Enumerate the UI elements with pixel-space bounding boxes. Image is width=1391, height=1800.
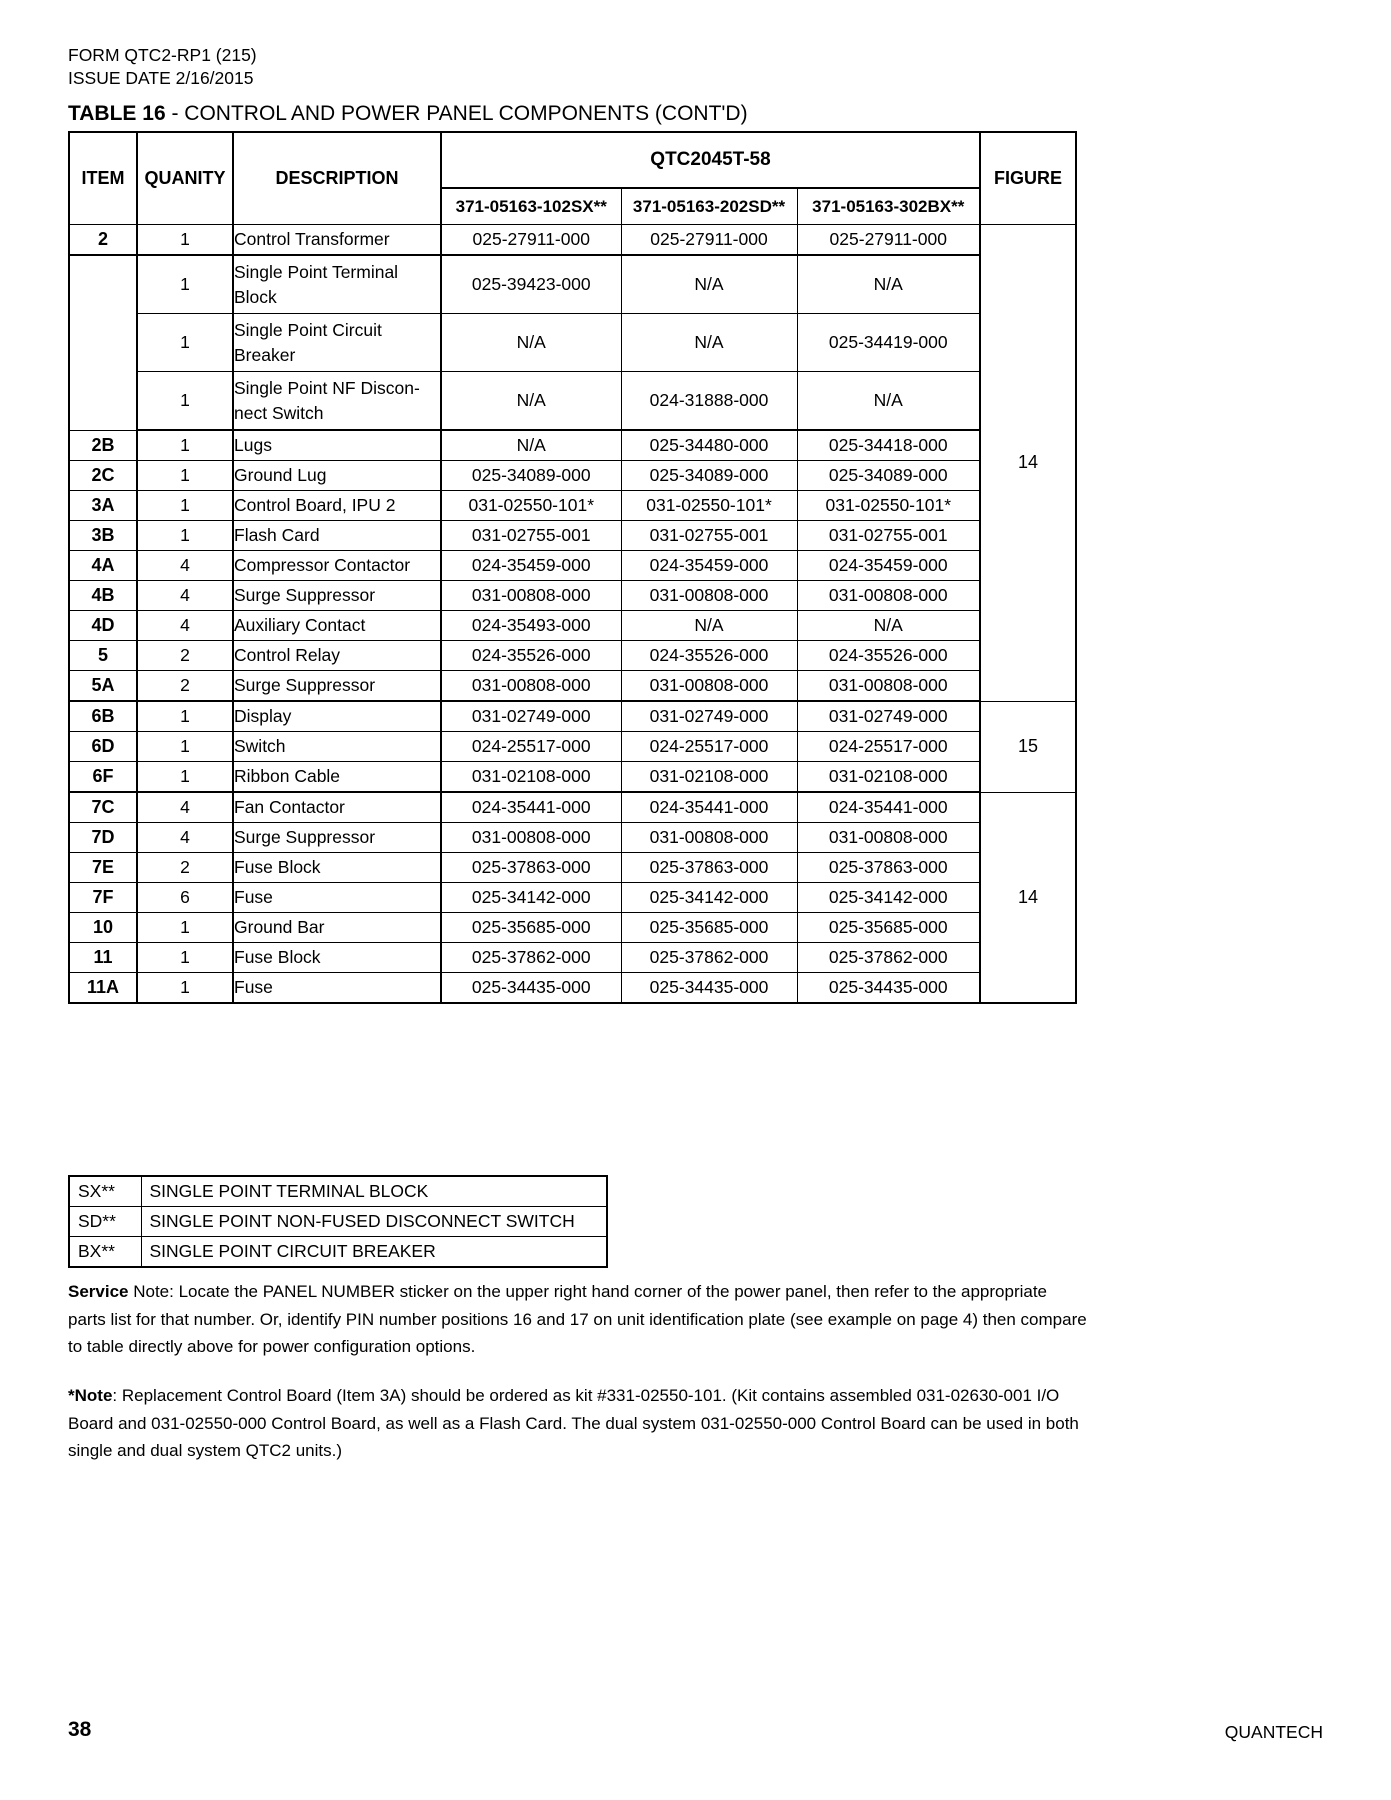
parts-table-container	[68, 131, 1075, 1004]
cell-part-3: 025-34435-000	[797, 973, 980, 1004]
cell-part-3: 025-37863-000	[797, 853, 980, 883]
cell-part-1: 031-02755-001	[441, 521, 621, 551]
cell-part-2: 031-02550-101*	[621, 491, 797, 521]
legend-row	[69, 1207, 607, 1237]
table-row	[69, 491, 1076, 521]
legend-body	[69, 1176, 607, 1267]
cell-part-1: N/A	[441, 372, 621, 431]
cell-part-3: 025-37862-000	[797, 943, 980, 973]
cell-part-3: 025-34418-000	[797, 430, 980, 461]
cell-item: 4D	[69, 611, 137, 641]
cell-part-1: 031-02108-000	[441, 762, 621, 793]
table-row	[69, 430, 1076, 461]
star-note-label: *Note	[68, 1386, 113, 1405]
cell-quantity: 1	[137, 913, 233, 943]
brand-footer: QUANTECH	[1224, 1722, 1323, 1742]
cell-part-1: 025-37863-000	[441, 853, 621, 883]
table-caption	[68, 102, 748, 126]
cell-part-1: 031-02550-101*	[441, 491, 621, 521]
cell-item: 11A	[69, 973, 137, 1004]
cell-item: 3B	[69, 521, 137, 551]
table-row	[69, 255, 1076, 314]
cell-part-2: 025-27911-000	[621, 225, 797, 256]
cell-description: Fuse	[233, 973, 441, 1004]
form-number: FORM QTC2-RP1 (215)	[68, 45, 257, 65]
cell-part-2: 031-02108-000	[621, 762, 797, 793]
cell-item: 10	[69, 913, 137, 943]
cell-part-2: 025-37862-000	[621, 943, 797, 973]
cell-part-3: N/A	[797, 611, 980, 641]
col-header-quantity: QUANITY	[137, 132, 233, 225]
cell-item: 4A	[69, 551, 137, 581]
cell-item: 11	[69, 943, 137, 973]
cell-figure: 14	[980, 225, 1076, 702]
cell-part-1: 024-35441-000	[441, 792, 621, 823]
cell-part-1: N/A	[441, 314, 621, 372]
legend-table-container	[68, 1175, 608, 1268]
cell-part-1: 024-35526-000	[441, 641, 621, 671]
cell-part-3: 024-25517-000	[797, 732, 980, 762]
legend-description: SINGLE POINT TERMINAL BLOCK	[141, 1176, 607, 1207]
cell-part-3: 031-00808-000	[797, 823, 980, 853]
cell-part-2: 025-34089-000	[621, 461, 797, 491]
table-row	[69, 551, 1076, 581]
cell-part-2: N/A	[621, 255, 797, 314]
cell-part-1: 025-27911-000	[441, 225, 621, 256]
cell-item: 7C	[69, 792, 137, 823]
cell-part-1: 025-35685-000	[441, 913, 621, 943]
cell-quantity: 1	[137, 225, 233, 256]
cell-part-2: 025-34142-000	[621, 883, 797, 913]
cell-quantity: 6	[137, 883, 233, 913]
table-row	[69, 671, 1076, 702]
cell-item: 7E	[69, 853, 137, 883]
cell-description: Ribbon Cable	[233, 762, 441, 793]
col-header-model-group: QTC2045T-58	[441, 132, 980, 188]
table-row	[69, 461, 1076, 491]
cell-part-3: 031-02550-101*	[797, 491, 980, 521]
legend-code: SD**	[69, 1207, 141, 1237]
cell-quantity: 2	[137, 853, 233, 883]
cell-figure: 15	[980, 701, 1076, 792]
cell-part-1: 025-34089-000	[441, 461, 621, 491]
cell-part-3: N/A	[797, 372, 980, 431]
cell-item: 7D	[69, 823, 137, 853]
table-row	[69, 225, 1076, 256]
cell-part-1: 025-34142-000	[441, 883, 621, 913]
legend-code: BX**	[69, 1237, 141, 1268]
cell-quantity: 4	[137, 823, 233, 853]
cell-description: Control Relay	[233, 641, 441, 671]
col-header-part-3: 371-05163-302BX**	[797, 188, 980, 225]
cell-part-3: 025-34419-000	[797, 314, 980, 372]
cell-part-3: 024-35441-000	[797, 792, 980, 823]
cell-description: Single Point Terminal Block	[233, 255, 441, 314]
cell-quantity: 4	[137, 792, 233, 823]
cell-item: 5A	[69, 671, 137, 702]
cell-part-2: 031-02749-000	[621, 701, 797, 732]
cell-item: 6B	[69, 701, 137, 732]
table-row	[69, 314, 1076, 372]
cell-quantity: 1	[137, 491, 233, 521]
suffix-legend-table	[68, 1175, 608, 1268]
table-row	[69, 732, 1076, 762]
col-header-part-2: 371-05163-202SD**	[621, 188, 797, 225]
table-row	[69, 943, 1076, 973]
cell-description: Fuse Block	[233, 943, 441, 973]
cell-item: 4B	[69, 581, 137, 611]
cell-part-2: N/A	[621, 314, 797, 372]
table-row	[69, 913, 1076, 943]
cell-description: Control Transformer	[233, 225, 441, 256]
table-row	[69, 883, 1076, 913]
cell-part-1: 031-00808-000	[441, 823, 621, 853]
cell-description: Display	[233, 701, 441, 732]
cell-description: Surge Suppressor	[233, 581, 441, 611]
cell-part-2: 025-35685-000	[621, 913, 797, 943]
cell-part-2: 024-35526-000	[621, 641, 797, 671]
service-note-text: Note: Locate the PANEL NUMBER sticker on the upper right hand corner of the power panel, then refer to the appropriate parts list for that number. Or, identify PIN number positions 16 and 17 on unit identification plate (see example on page 4) then compare to table directly above for power configuration options.	[68, 1282, 1087, 1357]
issue-date: ISSUE DATE 2/16/2015	[68, 68, 254, 89]
cell-description: Flash Card	[233, 521, 441, 551]
cell-part-2: 025-34480-000	[621, 430, 797, 461]
table-title: - CONTROL AND POWER PANEL COMPONENTS (CONT'D)	[165, 102, 748, 125]
col-header-figure: FIGURE	[980, 132, 1076, 225]
cell-quantity: 4	[137, 611, 233, 641]
col-header-item: ITEM	[69, 132, 137, 225]
cell-description: Compressor Contactor	[233, 551, 441, 581]
cell-part-2: 024-35459-000	[621, 551, 797, 581]
page-number: 38	[68, 1718, 92, 1741]
legend-description: SINGLE POINT NON-FUSED DISCONNECT SWITCH	[141, 1207, 607, 1237]
header-row-top	[69, 132, 1076, 188]
cell-part-2: 024-35441-000	[621, 792, 797, 823]
table-number: TABLE 16	[68, 102, 166, 125]
table-row	[69, 701, 1076, 732]
cell-item	[69, 255, 137, 430]
service-note	[68, 1278, 1088, 1361]
table-row	[69, 762, 1076, 793]
star-note-text: : Replacement Control Board (Item 3A) should be ordered as kit #331-02550-101. (Kit contains assembled 031-02630-001 I/O Board and 031-02550-000 Control Board, as well as a Flash Card. The dual system 031-02550-000 Control Board can be used in both single and dual system QTC2 units.)	[68, 1386, 1079, 1461]
cell-part-1: 031-00808-000	[441, 671, 621, 702]
cell-description: Lugs	[233, 430, 441, 461]
cell-part-2: 024-31888-000	[621, 372, 797, 431]
cell-part-2: 031-00808-000	[621, 823, 797, 853]
cell-quantity: 1	[137, 701, 233, 732]
cell-part-3: N/A	[797, 255, 980, 314]
cell-part-3: 031-00808-000	[797, 581, 980, 611]
cell-item: 2C	[69, 461, 137, 491]
table-row	[69, 372, 1076, 431]
cell-part-2: 031-00808-000	[621, 671, 797, 702]
cell-part-2: N/A	[621, 611, 797, 641]
legend-row	[69, 1237, 607, 1268]
table-row	[69, 792, 1076, 823]
cell-description: Fuse	[233, 883, 441, 913]
cell-description: Auxiliary Contact	[233, 611, 441, 641]
cell-part-3: 031-02749-000	[797, 701, 980, 732]
cell-part-3: 025-27911-000	[797, 225, 980, 256]
legend-row	[69, 1176, 607, 1207]
cell-item: 7F	[69, 883, 137, 913]
cell-part-3: 024-35526-000	[797, 641, 980, 671]
cell-part-1: 031-00808-000	[441, 581, 621, 611]
table-row	[69, 581, 1076, 611]
cell-part-2: 031-02755-001	[621, 521, 797, 551]
table-row	[69, 973, 1076, 1004]
table-row	[69, 823, 1076, 853]
document-header	[68, 44, 257, 90]
cell-part-2: 024-25517-000	[621, 732, 797, 762]
cell-part-2: 025-37863-000	[621, 853, 797, 883]
cell-quantity: 1	[137, 255, 233, 314]
cell-part-1: 025-37862-000	[441, 943, 621, 973]
cell-quantity: 1	[137, 973, 233, 1004]
cell-description: Surge Suppressor	[233, 823, 441, 853]
cell-quantity: 1	[137, 521, 233, 551]
parts-table-body	[69, 225, 1076, 1004]
cell-quantity: 1	[137, 461, 233, 491]
cell-description: Single Point NF Discon- nect Switch	[233, 372, 441, 431]
cell-quantity: 2	[137, 671, 233, 702]
cell-quantity: 2	[137, 641, 233, 671]
cell-quantity: 4	[137, 581, 233, 611]
cell-description: Switch	[233, 732, 441, 762]
cell-part-3: 031-02108-000	[797, 762, 980, 793]
cell-quantity: 4	[137, 551, 233, 581]
cell-item: 2	[69, 225, 137, 256]
cell-part-1: 025-39423-000	[441, 255, 621, 314]
cell-description: Fuse Block	[233, 853, 441, 883]
col-header-description: DESCRIPTION	[233, 132, 441, 225]
cell-item: 2B	[69, 430, 137, 461]
cell-figure: 14	[980, 792, 1076, 1003]
cell-part-1: 025-34435-000	[441, 973, 621, 1004]
legend-description: SINGLE POINT CIRCUIT BREAKER	[141, 1237, 607, 1268]
cell-quantity: 1	[137, 732, 233, 762]
cell-part-3: 025-34142-000	[797, 883, 980, 913]
cell-quantity: 1	[137, 314, 233, 372]
cell-description: Control Board, IPU 2	[233, 491, 441, 521]
cell-item: 6F	[69, 762, 137, 793]
service-note-label: Service	[68, 1282, 129, 1301]
parts-table-head	[69, 132, 1076, 225]
cell-quantity: 1	[137, 943, 233, 973]
cell-item: 3A	[69, 491, 137, 521]
cell-part-2: 031-00808-000	[621, 581, 797, 611]
cell-part-3: 031-00808-000	[797, 671, 980, 702]
table-row	[69, 641, 1076, 671]
cell-description: Surge Suppressor	[233, 671, 441, 702]
cell-description: Single Point Circuit Breaker	[233, 314, 441, 372]
cell-part-1: 024-25517-000	[441, 732, 621, 762]
cell-part-3: 024-35459-000	[797, 551, 980, 581]
cell-quantity: 1	[137, 762, 233, 793]
table-row	[69, 521, 1076, 551]
cell-item: 5	[69, 641, 137, 671]
legend-code: SX**	[69, 1176, 141, 1207]
cell-part-2: 025-34435-000	[621, 973, 797, 1004]
cell-part-3: 031-02755-001	[797, 521, 980, 551]
cell-part-1: 031-02749-000	[441, 701, 621, 732]
cell-description: Fan Contactor	[233, 792, 441, 823]
cell-item: 6D	[69, 732, 137, 762]
cell-part-1: 024-35493-000	[441, 611, 621, 641]
cell-part-1: N/A	[441, 430, 621, 461]
cell-part-3: 025-34089-000	[797, 461, 980, 491]
cell-part-1: 024-35459-000	[441, 551, 621, 581]
col-header-part-1: 371-05163-102SX**	[441, 188, 621, 225]
cell-description: Ground Bar	[233, 913, 441, 943]
cell-quantity: 1	[137, 372, 233, 431]
cell-description: Ground Lug	[233, 461, 441, 491]
star-note	[68, 1382, 1088, 1465]
cell-part-3: 025-35685-000	[797, 913, 980, 943]
parts-table	[68, 131, 1077, 1004]
table-row	[69, 853, 1076, 883]
cell-quantity: 1	[137, 430, 233, 461]
table-row	[69, 611, 1076, 641]
